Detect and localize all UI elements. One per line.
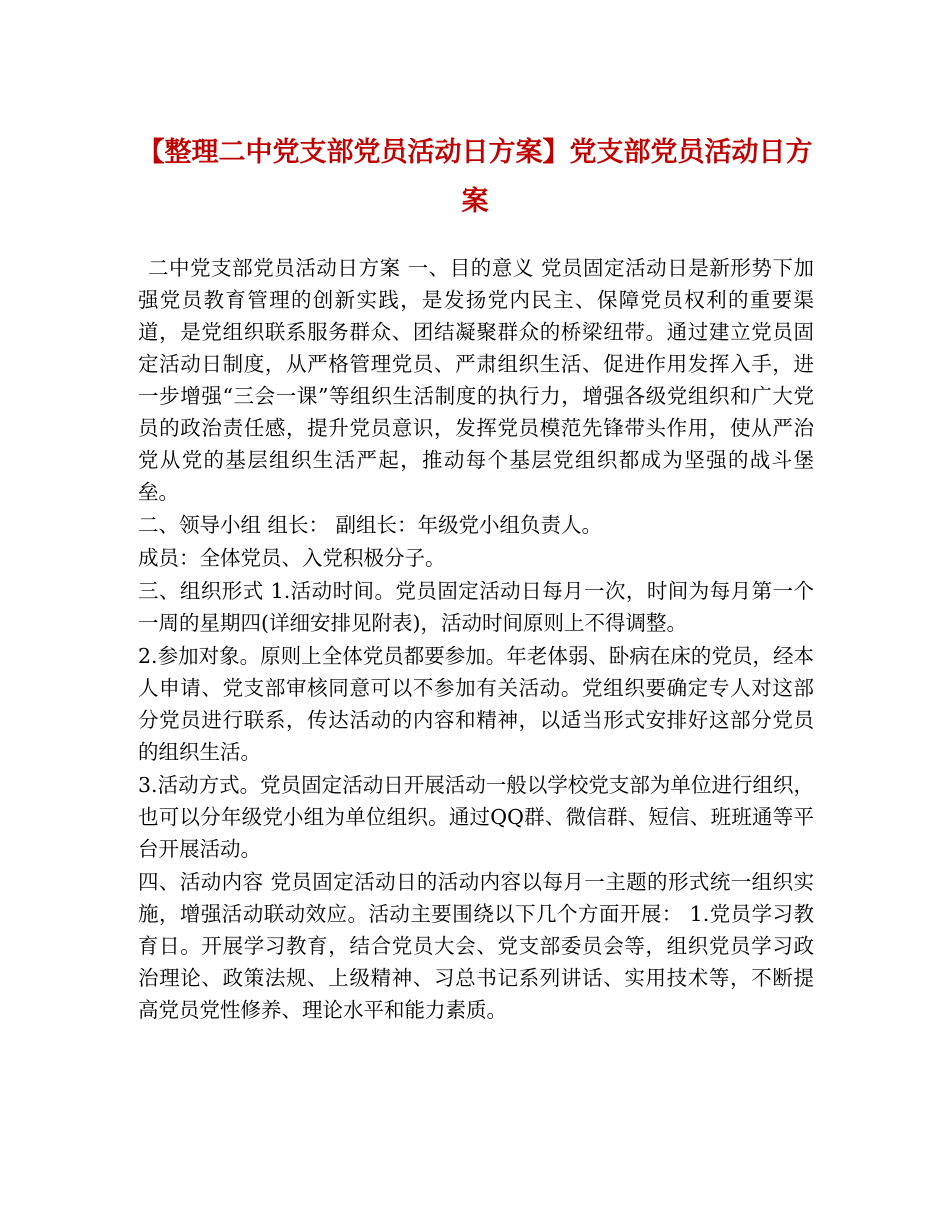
paragraph-members: 成员：全体党员、入党积极分子。 [138, 546, 446, 570]
paragraph-activity-method: 3.活动方式。党员固定活动日开展活动一般以学校党支部为单位进行组织，也可以分年级党小组为单位组织。通过QQ群、微信群、短信、班班通等平台开展活动。 [138, 773, 814, 861]
paragraph-leadership-group: 二、领导小组 组长： 副组长：年级党小组负责人。 [138, 513, 603, 537]
paragraph-activity-time: 三、组织形式 1.活动时间。党员固定活动日每月一次，时间为每月第一个一周的星期四(详细安排见附表)，活动时间原则上不得调整。 [138, 579, 814, 635]
document-body [138, 252, 814, 1027]
document-title: 【整理二中党支部党员活动日方案】党支部党员活动日方案 [137, 137, 813, 217]
paragraph-activity-content: 四、活动内容 党员固定活动日的活动内容以每月一主题的形式统一组织实施，增强活动联动效应。活动主要围绕以下几个方面开展： 1.党员学习教育日。开展学习教育，结合党员大会、党支部委员会等，组织党员学习政治理论、政策法规、上级精神、习总书记系列讲话、实用技术等，不断提高党员党性修养、理论水平和能力素质。 [138, 870, 814, 1022]
paragraph-participants: 2.参加对象。原则上全体党员都要参加。年老体弱、卧病在床的党员，经本人申请、党支部审核同意可以不参加有关活动。党组织要确定专人对这部分党员进行联系，传达活动的内容和精神，以适当形式安排好这部分党员的组织生活。 [138, 644, 814, 764]
paragraph-purpose: 二中党支部党员活动日方案 一、目的意义 党员固定活动日是新形势下加强党员教育管理的创新实践，是发扬党内民主、保障党员权利的重要渠道，是党组织联系服务群众、团结凝聚群众的桥梁纽带。通过建立党员固定活动日制度，从严格管理党员、严肃组织生活、促进作用发挥入手，进一步增强“三会一课”等组织生活制度的执行力，增强各级党组织和广大党员的政治责任感，提升党员意识，发挥党员模范先锋带头作用，使从严治党从党的基层组织生活严起，推动每个基层党组织都成为坚强的战斗堡垒。 [138, 256, 814, 504]
